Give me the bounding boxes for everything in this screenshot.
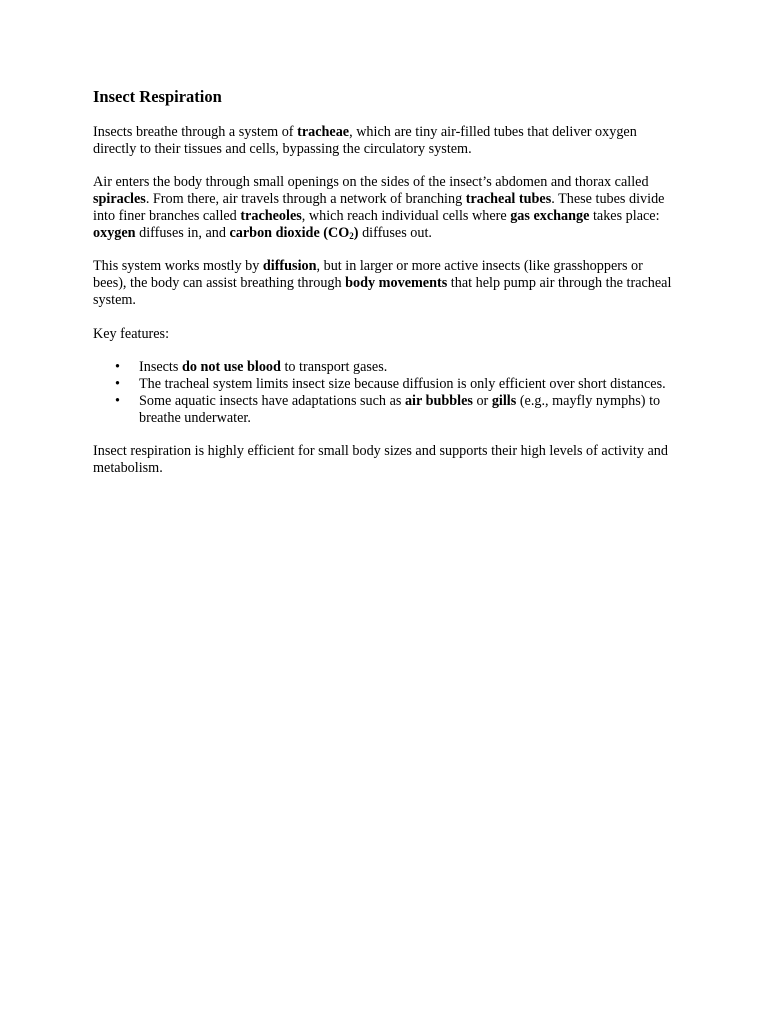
text-run: Some aquatic insects have adaptations such as [139, 392, 405, 409]
document-page [93, 86, 673, 494]
term-tracheal-tubes: tracheal tubes [465, 191, 552, 208]
text-run: (e.g., mayfly nymphs) to breathe underwater. [139, 392, 661, 426]
key-features-label: Key features: [93, 325, 170, 342]
bullet-icon: • [115, 392, 120, 409]
text-run: , but in larger or more active insects (like grasshoppers or bees), the body can assist breathing through [93, 258, 643, 292]
list-item [115, 392, 673, 427]
list-item [115, 359, 673, 376]
term-body-movements: body movements [345, 275, 448, 292]
text-run: , which are tiny air-filled tubes that deliver oxygen directly to their tissues and cells, bypassing the circulatory system. [93, 124, 637, 157]
text-run: or [472, 392, 492, 409]
term-closing-paren: ) [353, 225, 359, 242]
paragraph-spiracles [93, 174, 673, 242]
paragraph-tracheae [93, 124, 673, 158]
text-run: This system works mostly by [93, 258, 263, 275]
bullet-icon: • [115, 375, 120, 392]
text-run: The tracheal system limits insect size because diffusion is only efficient over short distances. [139, 375, 666, 392]
term-air-bubbles: air bubbles [404, 392, 473, 409]
co2-subscript: 2 [349, 231, 354, 242]
term-diffusion: diffusion [262, 258, 317, 275]
paragraph-conclusion: Insect respiration is highly efficient for small body sizes and supports their high levels of activity and metabolism. [93, 443, 668, 477]
text-run: . From there, air travels through a network of branching [145, 191, 466, 208]
term-gas-exchange: gas exchange [510, 208, 590, 225]
text-run: takes place: [589, 208, 660, 225]
term-spiracles: spiracles [93, 191, 146, 208]
text-run: to transport gases. [280, 359, 388, 376]
text-run: Air enters the body through small openings on the sides of the insect’s abdomen and thorax called [93, 174, 649, 191]
term-do-not-use-blood: do not use blood [181, 359, 281, 376]
term-gills: gills [491, 392, 517, 409]
term-oxygen: oxygen [93, 225, 136, 242]
text-run: . These tubes divide into finer branches called [93, 191, 665, 225]
key-features-list [93, 359, 673, 427]
term-carbon-dioxide: carbon dioxide (CO [229, 225, 350, 242]
text-run: diffuses in, and [135, 225, 230, 242]
term-tracheae: tracheae [297, 124, 350, 140]
term-tracheoles: tracheoles [240, 208, 302, 225]
text-run: Insects [139, 359, 182, 376]
list-item [115, 375, 673, 393]
text-run: , which reach individual cells where [301, 208, 511, 225]
text-run: that help pump air through the tracheal system. [93, 275, 672, 309]
paragraph-diffusion [93, 258, 673, 309]
text-run: diffuses out. [358, 225, 432, 242]
bullet-icon: • [115, 359, 120, 376]
text-run: Insects breathe through a system of [93, 124, 298, 140]
document-title: Insect Respiration [93, 87, 222, 106]
